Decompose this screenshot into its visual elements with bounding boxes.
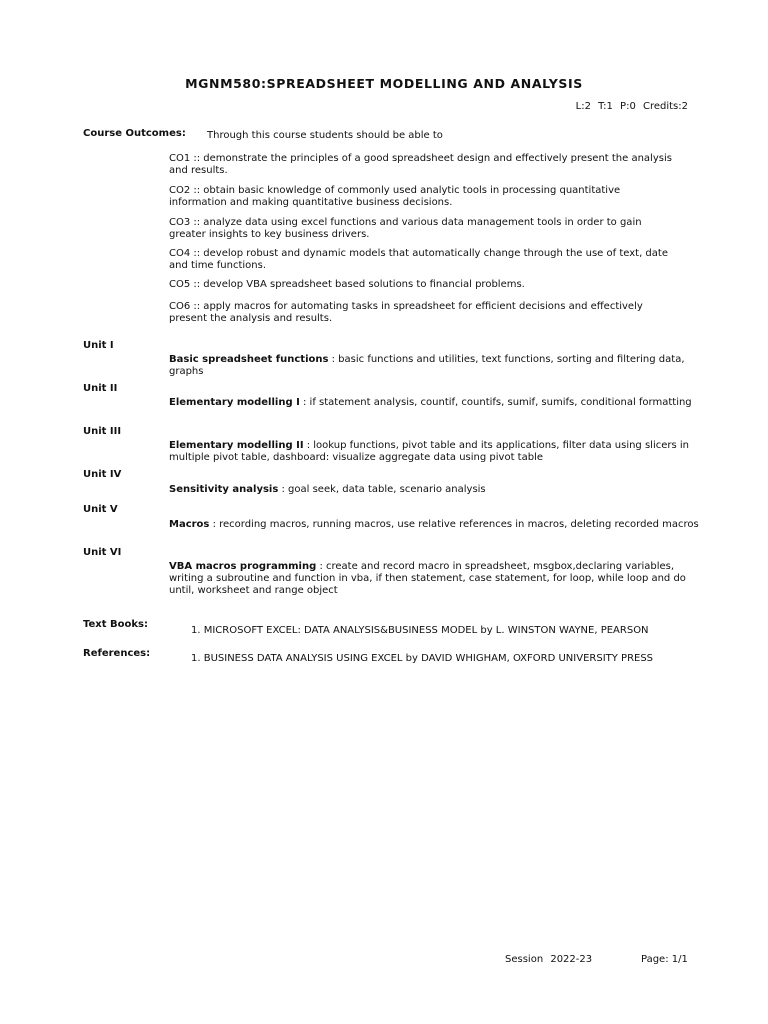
credits-line: L:2 T:1 P:0 Credits:2: [575, 101, 688, 112]
text-books-label: Text Books:: [83, 619, 148, 630]
course-outcome-5: CO5 :: develop VBA spreadsheet based solutions to financial problems.: [169, 279, 525, 290]
session-footer: Session 2022-23: [505, 954, 593, 965]
unit-heading: Macros: [169, 519, 210, 530]
unit-heading: Elementary modelling II: [169, 440, 304, 451]
reference-item: 1. BUSINESS DATA ANALYSIS USING EXCEL by DAVID WHIGHAM, OXFORD UNIVERSITY PRESS: [191, 653, 654, 664]
text-book-item: 1. MICROSOFT EXCEL: DATA ANALYSIS&BUSINESS MODEL by L. WINSTON WAYNE, PEARSON: [191, 625, 649, 636]
unit-text: : goal seek, data table, scenario analysis: [278, 484, 486, 495]
unit-description: [169, 519, 709, 531]
unit-heading: Basic spreadsheet functions: [169, 354, 329, 365]
course-outcomes-intro: Through this course students should be able to: [207, 130, 443, 141]
unit-label: Unit V: [83, 504, 118, 515]
unit-text: : lookup functions, pivot table and its applications, filter data using slicers in multiple pivot table, dashboard: visualize aggregate data using pivot table: [169, 440, 689, 463]
page-number: Page: 1/1: [641, 954, 688, 965]
references-label: References:: [83, 648, 151, 659]
unit-heading: VBA macros programming: [169, 561, 317, 572]
unit-text: : if statement analysis, countif, countifs, sumif, sumifs, conditional formatting: [299, 397, 692, 408]
course-outcome-1: CO1 :: demonstrate the principles of a good spreadsheet design and effectively present the analysis and results.: [169, 153, 672, 176]
course-outcome-4: CO4 :: develop robust and dynamic models that automatically change through the use of text, date and time functions.: [169, 248, 668, 271]
unit-description: [169, 561, 709, 597]
unit-description: [169, 484, 709, 496]
course-outcome-6: CO6 :: apply macros for automating tasks in spreadsheet for efficient decisions and effectively present the analysis and results.: [169, 301, 643, 324]
unit-label: Unit VI: [83, 547, 122, 558]
unit-description: [169, 397, 709, 409]
unit-description: [169, 440, 709, 464]
unit-label: Unit IV: [83, 469, 122, 480]
unit-label: Unit III: [83, 426, 122, 437]
unit-text: : create and record macro in spreadsheet, msgbox,declaring variables, writing a subroutine and function in vba, if then statement, case statement, for loop, while loop and do until, worksheet and range object: [169, 561, 686, 596]
unit-label: Unit II: [83, 383, 118, 394]
unit-text: : basic functions and utilities, text functions, sorting and filtering data, graphs: [169, 354, 685, 377]
course-outcomes-label: Course Outcomes:: [83, 128, 186, 139]
course-outcome-3: CO3 :: analyze data using excel functions and various data management tools in order to gain greater insights to key business drivers.: [169, 217, 642, 240]
unit-text: : recording macros, running macros, use relative references in macros, deleting recorded macros: [209, 519, 699, 530]
unit-label: Unit I: [83, 340, 114, 351]
unit-description: [169, 354, 709, 378]
unit-heading: Sensitivity analysis: [169, 484, 279, 495]
unit-heading: Elementary modelling I: [169, 397, 300, 408]
document-title: MGNM580:SPREADSHEET MODELLING AND ANALYSIS: [185, 76, 583, 91]
course-outcome-2: CO2 :: obtain basic knowledge of commonly used analytic tools in processing quantitative information and making quantitative business decisions.: [169, 185, 621, 208]
